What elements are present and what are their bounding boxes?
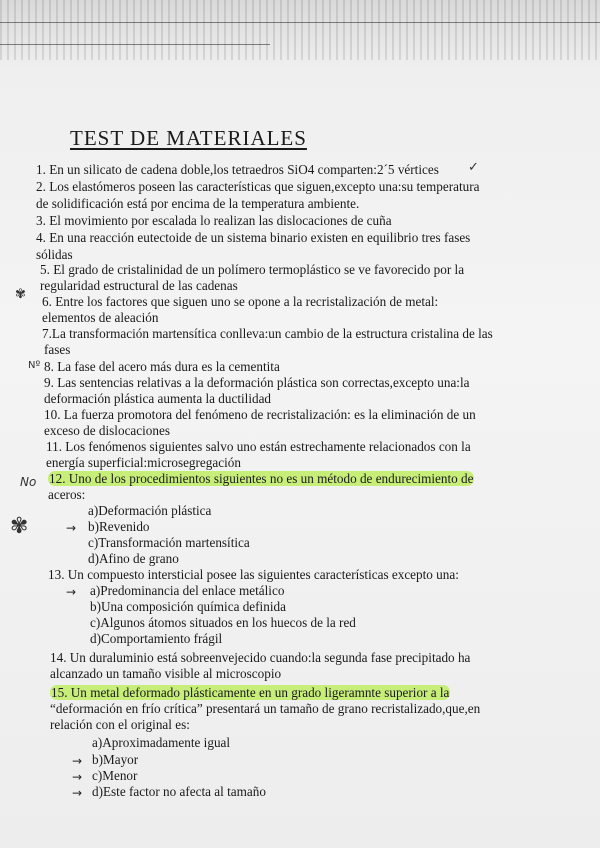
question-15-cont: “deformación en frío crítica” presentará un tamaño de grano recristalizado,que,en	[50, 701, 481, 716]
question-9-answer: deformación plástica aumenta la ductilidad	[44, 391, 272, 406]
handwritten-number-note: Nº	[28, 360, 41, 371]
option-15a: a)Aproximadamente igual	[92, 735, 231, 750]
question-12-highlight: 12. Uno de los procedimientos siguientes no es un método de endurecimiento de	[49, 471, 474, 486]
question-7: 7.La transformación martensítica conlleva:un cambio de la estructura cristalina de las	[42, 326, 493, 341]
page-title: TEST DE MATERIALES	[70, 126, 307, 150]
question-8: 8. La fase del acero más dura es la cementita	[44, 359, 280, 374]
header-scan-noise	[0, 0, 600, 60]
question-11: 11. Los fenómenos siguientes salvo uno están estrechamente relacionados con la	[46, 439, 471, 454]
question-15-highlight: 15. Un metal deformado plásticamente en un grado ligeramnte superior a la	[51, 685, 450, 700]
arrow-right-icon: →	[72, 754, 83, 768]
question-11-answer: energía superficial:microsegregación	[46, 455, 241, 470]
option-15b: b)Mayor	[92, 752, 139, 767]
question-9: 9. Las sentencias relativas a la deformación plástica son correctas,excepto una:la	[44, 375, 470, 390]
option-13a: a)Predominancia del enlace metálico	[90, 583, 285, 598]
checkmark-icon: ✓	[468, 160, 479, 175]
question-4: 4. En una reacción eutectoide de un sistema binario existen en equilibrio tres fases	[36, 230, 471, 245]
flower-doodle-icon: ✾	[10, 514, 29, 539]
question-13: 13. Un compuesto intersticial posee las siguientes características excepto una:	[48, 567, 459, 582]
question-5-answer: regularidad estructural de las cadenas	[40, 278, 238, 293]
question-3: 3. El movimiento por escalada lo realizan las dislocaciones de cuña	[36, 213, 392, 228]
question-14-answer: alcanzado un tamaño visible al microscopio	[50, 666, 282, 681]
option-12d: d)Afino de grano	[88, 551, 179, 566]
option-12c: c)Transformación martensítica	[88, 535, 250, 550]
question-10: 10. La fuerza promotora del fenómeno de recristalización: es la eliminación de un	[44, 407, 476, 422]
option-13b: b)Una composición química definida	[90, 599, 286, 614]
option-12b: b)Revenido	[88, 519, 150, 534]
question-4-answer: sólidas	[36, 247, 73, 262]
option-15c: c)Menor	[92, 768, 138, 783]
flower-doodle-icon: ✾	[15, 287, 26, 302]
header-rule	[0, 22, 600, 23]
question-2-answer: de solidificación está por encima de la temperatura ambiente.	[36, 196, 360, 211]
header-rule	[0, 44, 270, 45]
handwritten-number-note: No	[20, 475, 37, 489]
question-7-answer: fases	[44, 342, 71, 357]
question-12	[48, 471, 474, 487]
option-13c: c)Algunos átomos situados en los huecos de la red	[90, 615, 356, 630]
question-15	[50, 685, 450, 701]
option-12a: a)Deformación plástica	[88, 503, 212, 518]
question-15-cont2: relación con el original es:	[50, 717, 190, 732]
question-14: 14. Un duraluminio está sobreenvejecido cuando:la segunda fase precipitado ha	[50, 650, 471, 665]
question-10-answer: exceso de dislocaciones	[44, 423, 170, 438]
option-13d: d)Comportamiento frágil	[90, 631, 223, 646]
question-12-cont: aceros:	[48, 487, 86, 502]
question-1: 1. En un silicato de cadena doble,los tetraedros SiO4 comparten:2´5 vértices	[36, 162, 439, 177]
question-2: 2. Los elastómeros poseen las características que siguen,excepto una:su temperatura	[36, 179, 480, 194]
arrow-right-icon: →	[66, 521, 77, 535]
question-5: 5. El grado de cristalinidad de un polímero termoplástico se ve favorecido por la	[40, 262, 465, 277]
arrow-right-icon: →	[72, 770, 83, 784]
question-6-answer: elementos de aleación	[42, 310, 159, 325]
arrow-right-icon: →	[72, 786, 83, 800]
option-15d: d)Este factor no afecta al tamaño	[92, 784, 266, 799]
question-6: 6. Entre los factores que siguen uno se opone a la recristalización de metal:	[42, 294, 439, 309]
arrow-right-icon: →	[66, 585, 77, 599]
